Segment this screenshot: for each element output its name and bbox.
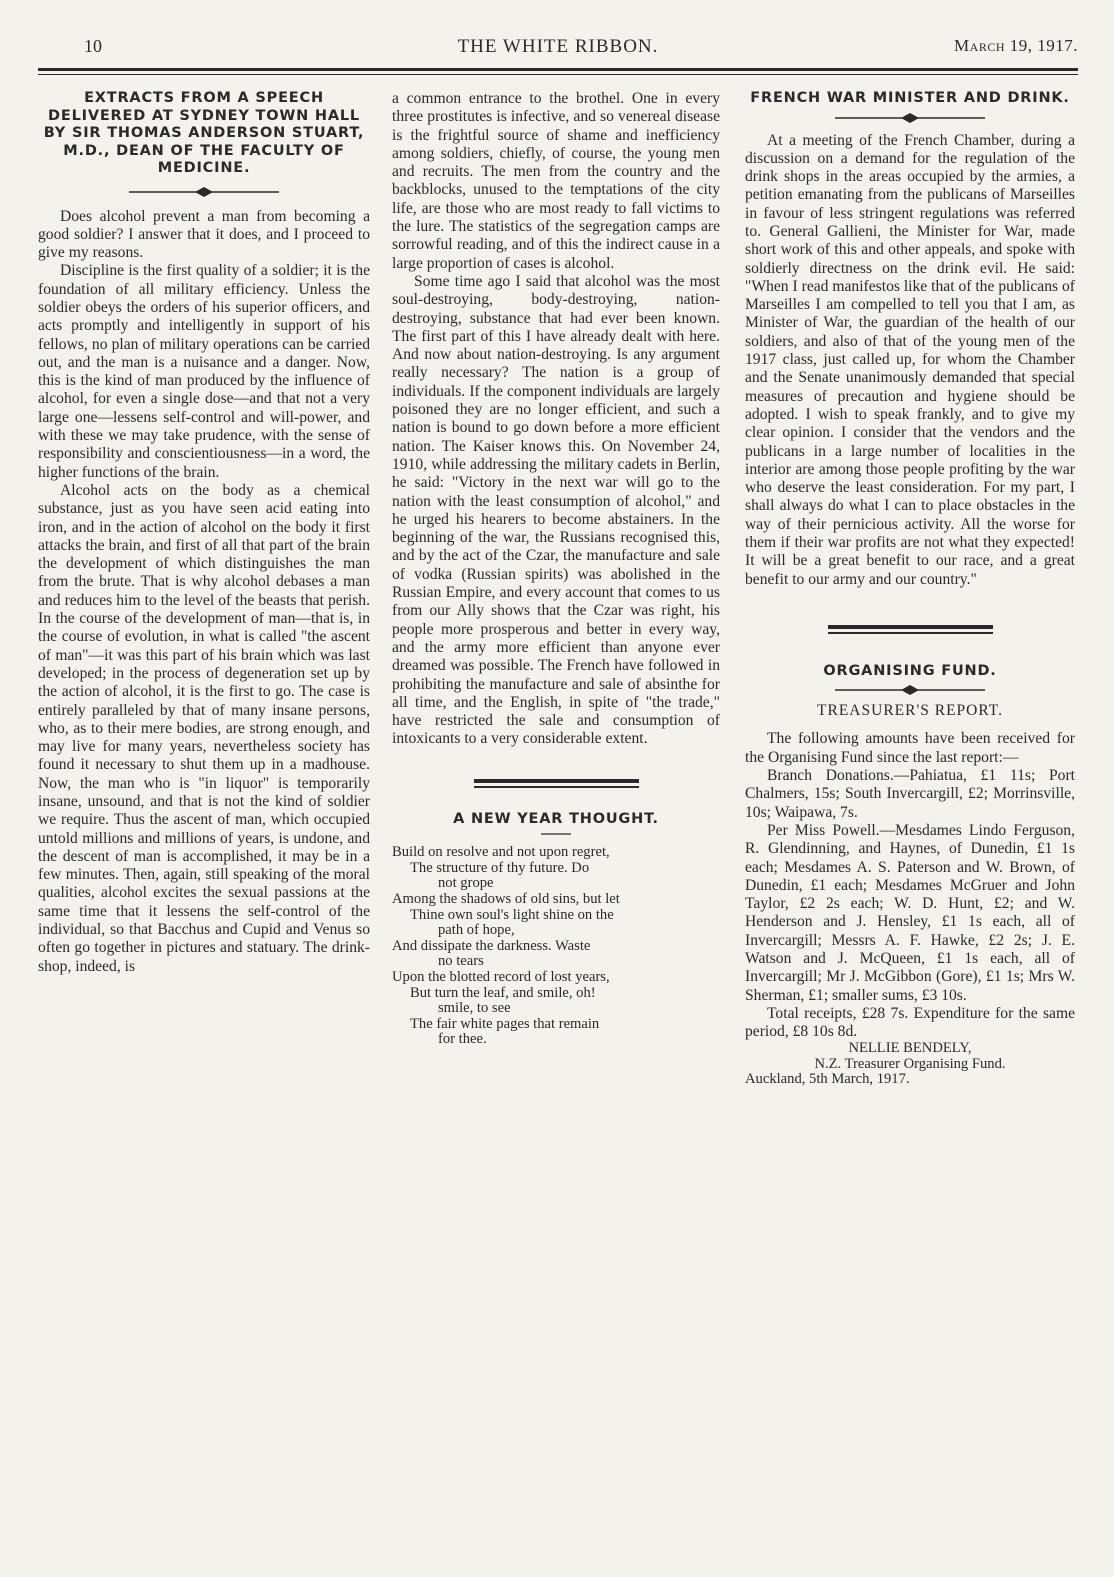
poem-line: The structure of thy future. Do (410, 859, 590, 876)
fund-paragraph: Total receipts, £28 7s. Expenditure for the same period, £8 10s 8d. (745, 1004, 1075, 1041)
poem-line: smile, to see (438, 1000, 511, 1017)
signature-title: N.Z. Treasurer Organising Fund. (814, 1055, 1006, 1072)
speech-paragraph: Does alcohol prevent a man from becoming a good soldier? I answer that it does, and I proceed to give my reasons. (38, 207, 370, 262)
column-1 (38, 90, 370, 976)
fund-paragraph: The following amounts have been received for the Organising Fund since the last report:— (745, 730, 1075, 766)
poem-line: Among the shadows of old sins, but let (392, 890, 620, 907)
speech-paragraph: Discipline is the first quality of a soldier; it is the foundation of all military efficiency. Unless the soldier obeys the orders of his superior officers, and acts promptly and intelligently in support of his fellows, no plan of military operations can be carried out, and the man is a nuisance and a danger. Now, this is the kind of man produced by the influence of alcohol, for even a single dose—and that not a very large one—lessens self-control and will-power, and with these we may take prudence, with the sense of responsibility and conscientiousness—in a word, the higher functions of the brain. (38, 262, 370, 481)
speech-headline: EXTRACTS FROM A SPEECH DELIVERED AT SYDNEY TOWN HALL BY SIR THOMAS ANDERSON STUART, M.D., DEAN OF THE FACULTY OF MEDICINE. (43, 90, 365, 176)
signature-name: NELLIE BENDELY, (848, 1040, 972, 1057)
speech-paragraph: a common entrance to the brothel. One in every three prostitutes is infective, and so venereal disease is the frightful source of shame and inefficiency among soldiers, chiefly, of course, the young men and recruits. The men from the country and the backblocks, unused to the temptations of the city life, are those who are most ready to fall victims to the lure. The statistics of the segregation camps are sorrowful reading, and of this the indirect cause in a large proportion of cases is alcohol. (392, 90, 720, 272)
double-rule-divider (474, 779, 639, 789)
poem-line: not grope (438, 875, 494, 892)
poem-line: Build on resolve and not upon regret, (392, 844, 610, 861)
fund-headline: ORGANISING FUND. (823, 662, 997, 679)
short-rule-divider (541, 831, 571, 837)
column-3 (745, 90, 1075, 1087)
article-paragraph: At a meeting of the French Chamber, during a discussion on a demand for the regulation of the drink shops in the areas occupied by the armies, a petition emanating from the publicans of Marseilles in favour of less stringent regulations was referred to. General Gallieni, the Minister for War, made short work of this and other appeals, and spoke with soldierly directness on the drink evil. He said: "When I read manifestos like that of the publicans of Marseilles I am compelled to tell you that I am, as Minister of War, the guardian of the health of our soldiers, and also of that of the young men of the 1917 class, just called up, for whom the Chamber and the Senate unanimously demanded that special measures of precaution and hygiene should be adopted. I wish to speak frankly, and to give my clear opinion. I consider that the vendors and the publicans in a large number of localities in the interior are among those people profiting by the war who deserve the least consideration. For my part, I shall always do what I can to place obstacles in the way of their pernicious activity. All the worse for them if their war profits are not what they expected! It will be a great benefit to our race, and a great benefit to our army and our country." (745, 131, 1075, 588)
header-rule-thick (38, 68, 1078, 71)
page-number: 10 (84, 36, 102, 56)
poem (392, 845, 720, 1048)
poem-line: no tears (438, 953, 484, 970)
speech-paragraph: Some time ago I said that alcohol was the most soul-destroying, body-destroying, nation-destroying, substance that had ever been known. The first part of this I have already dealt with here. And now about nation-destroying. Is any argument really necessary? The nation is a group of individuals. If the component individuals are largely poisoned they are no longer efficient, and such a nation is bound to go down before a more efficient nation. The Kaiser knows this. On November 24, 1910, while addressing the military cadets in Berlin, he said: "Victory in the next war will go to the nation with the least consumption of alcohol," and he urged his hearers to become abstainers. In the beginning of the war, the Russians recognised this, and by the act of the Czar, the manufacture and sale of vodka (Russian spirits) was abolished in the Russian Empire, and every account that comes to us from our Ally shows that the Czar was right, his people more prosperous and better in every way, and the army more efficient than anyone ever dreamed was possible. The French have followed in prohibiting the manufacture and sale of absinthe for all time, and the English, in spite of "the trade," have restricted the sale and consumption of intoxicants to a very considerable extent. (392, 272, 720, 748)
double-rule-divider (828, 625, 993, 635)
speech-paragraph: Alcohol acts on the body as a chemical substance, just as you have seen acid eating into iron, and in the action of alcohol on the body it first attacks the brain, and first of all that part of the brain the development of which distinguishes the man from the brute. That is why alcohol debases a man and reduces him to the level of the beasts that perish. In the course of the development of man—that is, in the course of evolution, in what is called "the ascent of man"—it was this part of his brain which was last developed; in the process of degeneration set up by the action of alcohol, it is the first to go. The case is entirely paralleled by that of many insane persons, who, as to their mere bodies, are strong enough, and may live for many years, nevertheless society has found it necessary to shut them up in a madhouse. Now, the man who is "in liquor" is temporarily insane, unsound, and that is not the kind of soldier we require. Thus the ascent of man, which occupied untold millions and millions of years, is undone, and the descent of man is accomplished, it may be in a few minutes. Then, again, still speaking of the moral qualities, alcohol excites the sexual passions at the same time that it lessens the self-control of the individual, so that Bacchus and Cupid and Venus so often go together in pictures and statuary. The drink-shop, indeed, is (38, 481, 370, 975)
issue-date: March 19, 1917. (954, 36, 1078, 55)
french-minister-headline: FRENCH WAR MINISTER AND DRINK. (750, 90, 1070, 106)
ornament-divider-icon (129, 186, 279, 198)
signature-place-date: Auckland, 5th March, 1917. (745, 1070, 910, 1087)
fund-paragraph: Per Miss Powell.—Mesdames Lindo Ferguson, R. Glendinning, and Haynes, of Dunedin, £1 1s each; Mesdames A. S. Paterson and W. Brown, of Dunedin, £1 each; Mesdames McGruer and John Taylor, £2 2s each; W. D. Hunt, £2; and W. Henderson and J. Hensley, £1 1s each, all of Invercargill; Messrs A. F. Hawke, £2 2s; J. E. Watson and J. McQueen, £1 1s each, all of Invercargill; Mr J. McGibbon (Gore), £1 1s; Mrs W. Sherman, £1; smaller sums, £3 10s. (745, 821, 1075, 1004)
header-rule-thin (38, 74, 1078, 75)
poem-line: for thee. (438, 1031, 487, 1048)
poem-line: The fair white pages that remain (410, 1015, 600, 1032)
poem-line: Upon the blotted record of lost years, (392, 968, 610, 985)
poem-line: path of hope, (438, 922, 515, 939)
fund-paragraph: Branch Donations.—Pahiatua, £1 11s; Port Chalmers, 15s; South Invercargill, £2; Morrinsville, 10s; Waipawa, 7s. (745, 767, 1075, 821)
poem-line: Thine own soul's light shine on the (410, 906, 614, 923)
poem-line: And dissipate the darkness. Waste (392, 937, 591, 954)
publication-title: THE WHITE RIBBON. (457, 36, 659, 57)
masthead (38, 36, 1078, 60)
poem-headline: A NEW YEAR THOUGHT. (453, 810, 659, 827)
ornament-divider-icon (835, 112, 985, 124)
column-2 (392, 90, 720, 1048)
ornament-divider-icon (835, 684, 985, 696)
poem-line: But turn the leaf, and smile, oh! (410, 984, 596, 1001)
fund-subhead: TREASURER'S REPORT. (817, 702, 1003, 720)
